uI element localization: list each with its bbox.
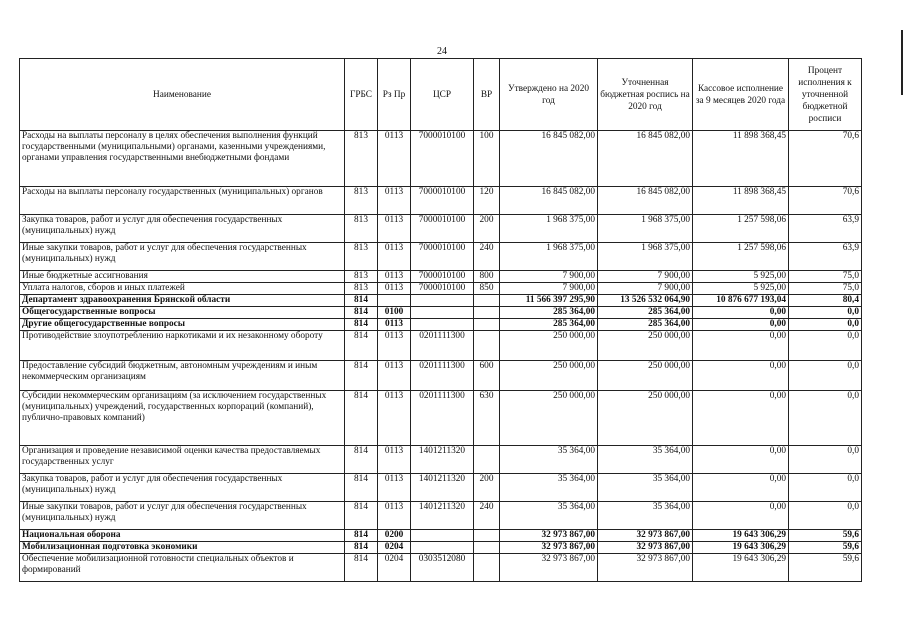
cell-csr: 1401211320 bbox=[411, 474, 474, 502]
cell-grbs: 814 bbox=[345, 319, 378, 331]
cell-name: Субсидии некоммерческим организациям (за исключением государственных (муниципальных) учреждений, государственных корпораций (компаний), публично-правовых компаний) bbox=[20, 391, 345, 446]
cell-vr: 630 bbox=[474, 391, 500, 446]
cell-csr bbox=[411, 542, 474, 554]
header-rzpr: Рз Пр bbox=[378, 59, 411, 131]
cell-rzpr: 0113 bbox=[378, 271, 411, 283]
cell-csr: 1401211320 bbox=[411, 502, 474, 530]
cell-percent: 0,0 bbox=[789, 474, 862, 502]
cell-rzpr: 0113 bbox=[378, 243, 411, 271]
header-grbs: ГРБС bbox=[345, 59, 378, 131]
cell-name: Другие общегосударственные вопросы bbox=[20, 319, 345, 331]
cell-grbs: 813 bbox=[345, 187, 378, 215]
cell-csr bbox=[411, 307, 474, 319]
cell-rzpr: 0113 bbox=[378, 331, 411, 361]
cell-name: Департамент здравоохранения Брянской области bbox=[20, 295, 345, 307]
table-row bbox=[20, 131, 862, 187]
cell-name: Закупка товаров, работ и услуг для обеспечения государственных (муниципальных) нужд bbox=[20, 215, 345, 243]
cell-vr bbox=[474, 319, 500, 331]
cell-executed: 0,00 bbox=[693, 331, 789, 361]
table-row bbox=[20, 307, 862, 319]
cell-vr bbox=[474, 554, 500, 582]
cell-percent: 0,0 bbox=[789, 319, 862, 331]
cell-vr bbox=[474, 542, 500, 554]
cell-approved: 11 566 397 295,90 bbox=[500, 295, 598, 307]
cell-rzpr: 0113 bbox=[378, 131, 411, 187]
cell-rzpr: 0113 bbox=[378, 361, 411, 391]
cell-approved: 35 364,00 bbox=[500, 502, 598, 530]
cell-approved: 32 973 867,00 bbox=[500, 530, 598, 542]
cell-revised: 7 900,00 bbox=[598, 271, 693, 283]
cell-grbs: 814 bbox=[345, 542, 378, 554]
cell-revised: 32 973 867,00 bbox=[598, 530, 693, 542]
cell-percent: 63,9 bbox=[789, 215, 862, 243]
cell-name: Расходы на выплаты персоналу государственных (муниципальных) органов bbox=[20, 187, 345, 215]
table-row bbox=[20, 391, 862, 446]
cell-revised: 250 000,00 bbox=[598, 391, 693, 446]
header-approved: Утверждено на 2020 год bbox=[500, 59, 598, 131]
table-row bbox=[20, 271, 862, 283]
cell-name: Уплата налогов, сборов и иных платежей bbox=[20, 283, 345, 295]
table-row bbox=[20, 502, 862, 530]
cell-name: Закупка товаров, работ и услуг для обеспечения государственных (муниципальных) нужд bbox=[20, 474, 345, 502]
cell-revised: 285 364,00 bbox=[598, 307, 693, 319]
cell-revised: 32 973 867,00 bbox=[598, 554, 693, 582]
cell-percent: 59,6 bbox=[789, 542, 862, 554]
cell-executed: 0,00 bbox=[693, 502, 789, 530]
cell-grbs: 814 bbox=[345, 446, 378, 474]
cell-executed: 10 876 677 193,04 bbox=[693, 295, 789, 307]
cell-rzpr: 0200 bbox=[378, 530, 411, 542]
cell-percent: 0,0 bbox=[789, 391, 862, 446]
cell-approved: 250 000,00 bbox=[500, 391, 598, 446]
cell-rzpr: 0113 bbox=[378, 391, 411, 446]
header-csr: ЦСР bbox=[411, 59, 474, 131]
cell-csr: 7000010100 bbox=[411, 271, 474, 283]
cell-name: Иные закупки товаров, работ и услуг для обеспечения государственных (муниципальных) нужд bbox=[20, 243, 345, 271]
cell-vr bbox=[474, 307, 500, 319]
cell-percent: 75,0 bbox=[789, 283, 862, 295]
cell-executed: 0,00 bbox=[693, 446, 789, 474]
cell-approved: 7 900,00 bbox=[500, 283, 598, 295]
cell-name: Общегосударственные вопросы bbox=[20, 307, 345, 319]
cell-name: Расходы на выплаты персоналу в целях обеспечения выполнения функций государственными (муниципальными) органами, казенными учреждениями, органами управления государственными внебюджетными фондами bbox=[20, 131, 345, 187]
cell-executed: 11 898 368,45 bbox=[693, 187, 789, 215]
cell-vr bbox=[474, 530, 500, 542]
cell-approved: 1 968 375,00 bbox=[500, 243, 598, 271]
table-row bbox=[20, 474, 862, 502]
cell-revised: 35 364,00 bbox=[598, 474, 693, 502]
cell-executed: 0,00 bbox=[693, 307, 789, 319]
cell-percent: 59,6 bbox=[789, 554, 862, 582]
cell-revised: 16 845 082,00 bbox=[598, 187, 693, 215]
cell-csr: 7000010100 bbox=[411, 243, 474, 271]
cell-revised: 16 845 082,00 bbox=[598, 131, 693, 187]
cell-vr: 100 bbox=[474, 131, 500, 187]
cell-executed: 5 925,00 bbox=[693, 271, 789, 283]
cell-rzpr: 0113 bbox=[378, 446, 411, 474]
table-row bbox=[20, 243, 862, 271]
cell-vr bbox=[474, 446, 500, 474]
cell-csr bbox=[411, 319, 474, 331]
table-row bbox=[20, 542, 862, 554]
cell-approved: 250 000,00 bbox=[500, 331, 598, 361]
cell-executed: 0,00 bbox=[693, 319, 789, 331]
cell-csr: 0303512080 bbox=[411, 554, 474, 582]
cell-percent: 59,6 bbox=[789, 530, 862, 542]
header-vr: ВР bbox=[474, 59, 500, 131]
cell-vr: 200 bbox=[474, 215, 500, 243]
cell-revised: 13 526 532 064,90 bbox=[598, 295, 693, 307]
cell-rzpr: 0100 bbox=[378, 307, 411, 319]
cell-grbs: 813 bbox=[345, 283, 378, 295]
cell-vr bbox=[474, 295, 500, 307]
table-row bbox=[20, 187, 862, 215]
cell-rzpr: 0204 bbox=[378, 542, 411, 554]
cell-vr: 200 bbox=[474, 474, 500, 502]
cell-executed: 0,00 bbox=[693, 361, 789, 391]
table-row bbox=[20, 446, 862, 474]
cell-csr: 0201111300 bbox=[411, 391, 474, 446]
cell-executed: 19 643 306,29 bbox=[693, 542, 789, 554]
cell-grbs: 814 bbox=[345, 331, 378, 361]
header-name: Наименование bbox=[20, 59, 345, 131]
cell-vr: 240 bbox=[474, 502, 500, 530]
table-row bbox=[20, 283, 862, 295]
cell-name: Мобилизационная подготовка экономики bbox=[20, 542, 345, 554]
cell-grbs: 813 bbox=[345, 271, 378, 283]
table-row bbox=[20, 530, 862, 542]
cell-rzpr bbox=[378, 295, 411, 307]
header-executed: Кассовое исполнение за 9 месяцев 2020 года bbox=[693, 59, 789, 131]
cell-approved: 285 364,00 bbox=[500, 307, 598, 319]
cell-grbs: 814 bbox=[345, 530, 378, 542]
cell-grbs: 813 bbox=[345, 243, 378, 271]
cell-approved: 32 973 867,00 bbox=[500, 554, 598, 582]
cell-vr: 800 bbox=[474, 271, 500, 283]
cell-grbs: 814 bbox=[345, 307, 378, 319]
cell-csr bbox=[411, 295, 474, 307]
cell-revised: 285 364,00 bbox=[598, 319, 693, 331]
cell-name: Иные бюджетные ассигнования bbox=[20, 271, 345, 283]
table-row bbox=[20, 319, 862, 331]
cell-name: Организация и проведение независимой оценки качества предоставляемых государственных услуг bbox=[20, 446, 345, 474]
cell-revised: 35 364,00 bbox=[598, 446, 693, 474]
cell-revised: 7 900,00 bbox=[598, 283, 693, 295]
cell-rzpr: 0113 bbox=[378, 319, 411, 331]
cell-revised: 1 968 375,00 bbox=[598, 243, 693, 271]
cell-name: Предоставление субсидий бюджетным, автономным учреждениям и иным некоммерческим организациям bbox=[20, 361, 345, 391]
cell-csr bbox=[411, 530, 474, 542]
cell-executed: 11 898 368,45 bbox=[693, 131, 789, 187]
cell-name: Иные закупки товаров, работ и услуг для обеспечения государственных (муниципальных) нужд bbox=[20, 502, 345, 530]
cell-executed: 0,00 bbox=[693, 391, 789, 446]
table-row bbox=[20, 295, 862, 307]
table-row bbox=[20, 554, 862, 582]
cell-executed: 1 257 598,06 bbox=[693, 215, 789, 243]
cell-percent: 0,0 bbox=[789, 361, 862, 391]
table-row bbox=[20, 215, 862, 243]
table-body bbox=[20, 131, 862, 582]
cell-approved: 1 968 375,00 bbox=[500, 215, 598, 243]
table-header-row bbox=[20, 59, 862, 131]
cell-percent: 80,4 bbox=[789, 295, 862, 307]
cell-grbs: 814 bbox=[345, 474, 378, 502]
cell-percent: 70,6 bbox=[789, 131, 862, 187]
cell-csr: 7000010100 bbox=[411, 131, 474, 187]
cell-csr: 7000010100 bbox=[411, 187, 474, 215]
cell-rzpr: 0113 bbox=[378, 283, 411, 295]
cell-grbs: 814 bbox=[345, 361, 378, 391]
cell-percent: 0,0 bbox=[789, 446, 862, 474]
cell-revised: 250 000,00 bbox=[598, 331, 693, 361]
cell-executed: 1 257 598,06 bbox=[693, 243, 789, 271]
cell-approved: 16 845 082,00 bbox=[500, 187, 598, 215]
cell-revised: 35 364,00 bbox=[598, 502, 693, 530]
cell-grbs: 813 bbox=[345, 215, 378, 243]
page-number: 24 bbox=[437, 46, 447, 57]
cell-approved: 32 973 867,00 bbox=[500, 542, 598, 554]
cell-rzpr: 0113 bbox=[378, 215, 411, 243]
cell-percent: 0,0 bbox=[789, 307, 862, 319]
cell-csr: 0201111300 bbox=[411, 361, 474, 391]
cell-csr: 0201111300 bbox=[411, 331, 474, 361]
cell-grbs: 814 bbox=[345, 502, 378, 530]
cell-revised: 32 973 867,00 bbox=[598, 542, 693, 554]
cell-vr: 600 bbox=[474, 361, 500, 391]
cell-approved: 285 364,00 bbox=[500, 319, 598, 331]
cell-name: Обеспечение мобилизационной готовности специальных объектов и формирований bbox=[20, 554, 345, 582]
cell-vr: 240 bbox=[474, 243, 500, 271]
cell-grbs: 813 bbox=[345, 131, 378, 187]
cell-percent: 75,0 bbox=[789, 271, 862, 283]
cell-vr bbox=[474, 331, 500, 361]
cell-rzpr: 0204 bbox=[378, 554, 411, 582]
page-edge-line bbox=[901, 30, 903, 95]
cell-percent: 70,6 bbox=[789, 187, 862, 215]
cell-approved: 7 900,00 bbox=[500, 271, 598, 283]
cell-revised: 250 000,00 bbox=[598, 361, 693, 391]
cell-percent: 0,0 bbox=[789, 502, 862, 530]
cell-revised: 1 968 375,00 bbox=[598, 215, 693, 243]
table-row bbox=[20, 331, 862, 361]
cell-vr: 850 bbox=[474, 283, 500, 295]
cell-percent: 0,0 bbox=[789, 331, 862, 361]
cell-executed: 5 925,00 bbox=[693, 283, 789, 295]
cell-percent: 63,9 bbox=[789, 243, 862, 271]
cell-rzpr: 0113 bbox=[378, 187, 411, 215]
cell-executed: 0,00 bbox=[693, 474, 789, 502]
cell-approved: 35 364,00 bbox=[500, 474, 598, 502]
header-percent: Процент исполнения к уточненной бюджетной росписи bbox=[789, 59, 862, 131]
header-revised: Уточненная бюджетная роспись на 2020 год bbox=[598, 59, 693, 131]
cell-name: Противодействие злоупотреблению наркотиками и их незаконному обороту bbox=[20, 331, 345, 361]
cell-vr: 120 bbox=[474, 187, 500, 215]
cell-approved: 250 000,00 bbox=[500, 361, 598, 391]
cell-rzpr: 0113 bbox=[378, 502, 411, 530]
table-row bbox=[20, 361, 862, 391]
budget-execution-table bbox=[19, 58, 862, 582]
cell-csr: 7000010100 bbox=[411, 283, 474, 295]
cell-rzpr: 0113 bbox=[378, 474, 411, 502]
cell-approved: 35 364,00 bbox=[500, 446, 598, 474]
cell-grbs: 814 bbox=[345, 554, 378, 582]
cell-approved: 16 845 082,00 bbox=[500, 131, 598, 187]
cell-csr: 1401211320 bbox=[411, 446, 474, 474]
cell-name: Национальная оборона bbox=[20, 530, 345, 542]
cell-csr: 7000010100 bbox=[411, 215, 474, 243]
cell-executed: 19 643 306,29 bbox=[693, 554, 789, 582]
cell-grbs: 814 bbox=[345, 295, 378, 307]
cell-executed: 19 643 306,29 bbox=[693, 530, 789, 542]
cell-grbs: 814 bbox=[345, 391, 378, 446]
